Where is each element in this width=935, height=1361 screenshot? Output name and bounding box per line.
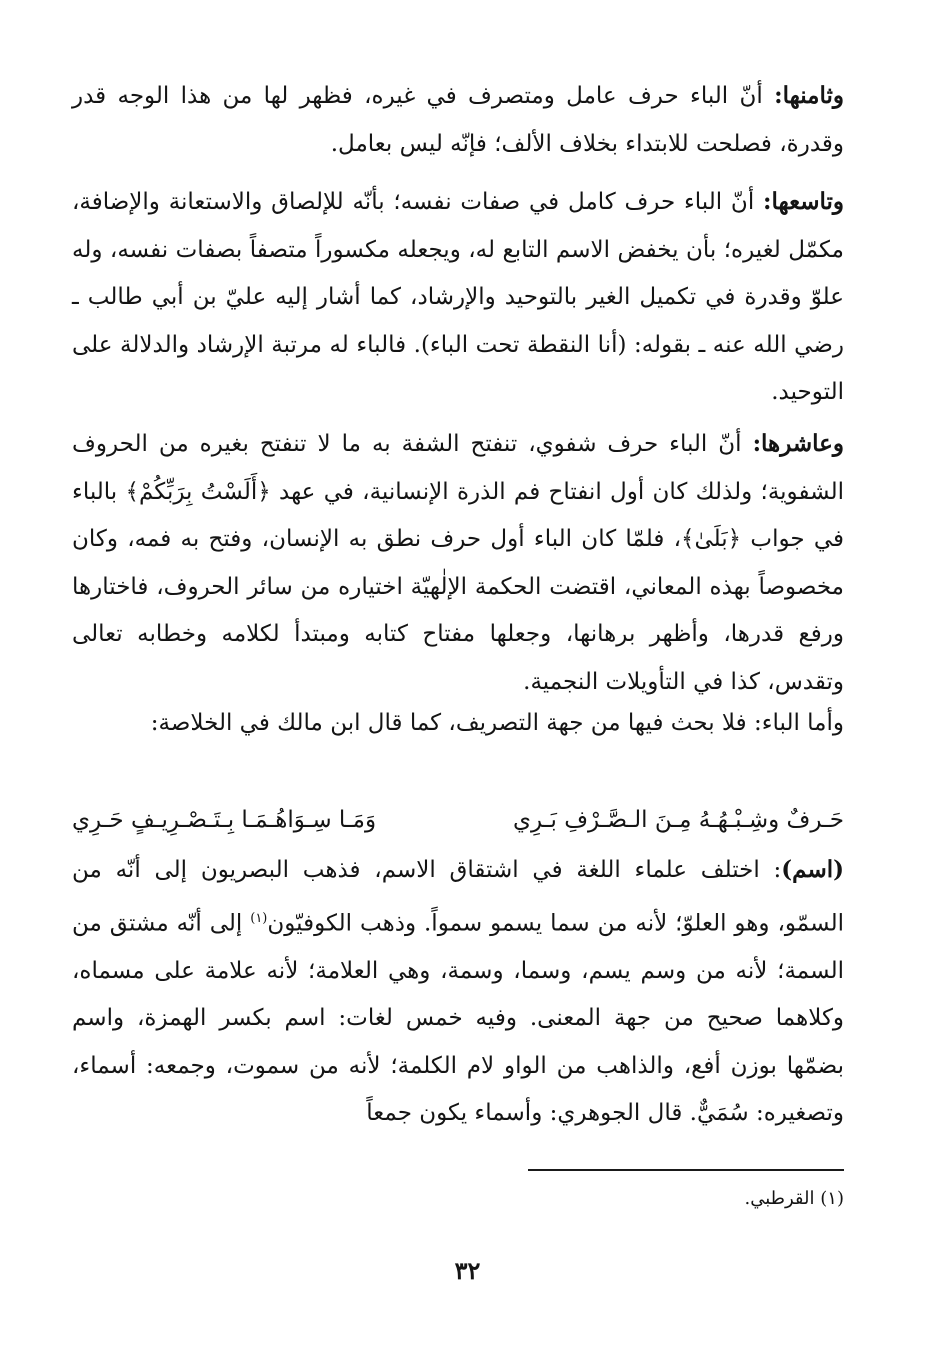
footnote-marker: (١) (820, 1188, 844, 1209)
paragraph-ninth (72, 178, 844, 417)
paragraph-tenth (72, 420, 844, 706)
paragraph-text: : اختلف علماء اللغة في اشتقاق الاسم، فذهب البصريون إلى أنّه من السمّو، وهو العلوّ؛ لأنه من سما يسمو سمواً. وذهب الكوفيّون (72, 857, 844, 937)
paragraph-lead: وعاشرها: (752, 430, 844, 457)
paragraph-ism (72, 846, 844, 1138)
paragraph-lead: وتاسعها: (763, 188, 844, 215)
footnote (500, 1183, 844, 1215)
paragraph-text: وأما الباء: فلا بحث فيها من جهة التصريف، كما قال ابن مالك في الخلاصة: (150, 710, 844, 736)
paragraph-text-continued: إلى أنّه مشتق من السمة؛ لأنه من وسم يسم، وسما، وسمة، وهي العلامة؛ لأنه علامة على مسماه، وكلاهما صحيح من جهة المعنى. وفيه خمس لغات: اسم بكسر الهمزة، واسم بضمّها بوزن أفع، والذاهب من الواو لام الكلمة؛ لأنه من سموت، وجمعه: أسماء، وتصغيره: سُمَيٌّ. قال الجوهري: وأسماء يكون جمعاً (72, 910, 844, 1127)
verse-right-hemistich: حَـرفٌ وشِـبْـهُـهُ مِـنَ الـصَّـرْفِ بَـرِي (513, 807, 844, 833)
paragraph-eighth (72, 72, 844, 168)
paragraph-text: أنّ الباء حرف عامل ومتصرف في غيره، فظهر لها من هذا الوجه قدر وقدرة، فصلحت للابتداء بخلاف الألف؛ فإنّه ليس بعامل. (72, 83, 844, 157)
page-number: ٣٢ (454, 1256, 481, 1285)
paragraph-lead: (اسم) (781, 856, 844, 883)
paragraph-ba (72, 700, 844, 748)
poetry-verse (72, 797, 844, 844)
footnote-divider (528, 1169, 844, 1171)
paragraph-lead: وثامنها: (774, 82, 844, 109)
paragraph-text: أنّ الباء حرف شفوي، تنفتح الشفة به ما لا تنفتح بغيره من الحروف الشفوية؛ ولذلك كان أول انفتاح فم الذرة الإنسانية، في عهد ﴿أَلَسْتُ بِرَبِّكُمْ﴾ بالباء في جواب ﴿بَلَىٰ﴾، فلمّا كان الباء أول حرف نطق به الإنسان، وفتح به فمه، وكان مخصوصاً بهذه المعاني، اقتضت الحكمة الإلٰهيّة اختياره من سائر الحروف، فاختارها ورفع قدرها، وأظهر برهانها، وجعلها مفتاح كتابه ومبتدأ لكلامه وخطابه تعالى وتقدس، كذا في التأويلات النجمية. (72, 431, 844, 695)
footnote-reference: (١) (250, 910, 268, 926)
verse-left-hemistich: وَمَـا سِـوَاهُـمَـا بِـتَـصْـرِيـفٍ حَـرِي (72, 807, 377, 833)
footnote-text: القرطبي. (744, 1188, 815, 1209)
paragraph-text: أنّ الباء حرف كامل في صفات نفسه؛ بأنّه للإلصاق والاستعانة والإضافة، مكمّل لغيره؛ بأن يخفض الاسم التابع له، ويجعله مكسوراً متصفاً بصفات نفسه، وله علوّ وقدرة في تكميل الغير بالتوحيد والإرشاد، كما أشار إليه عليّ بن أبي طالب ـ رضي الله عنه ـ بقوله: (أنا النقطة تحت الباء). فالباء له مرتبة الإرشاد والدلالة على التوحيد. (72, 189, 844, 405)
